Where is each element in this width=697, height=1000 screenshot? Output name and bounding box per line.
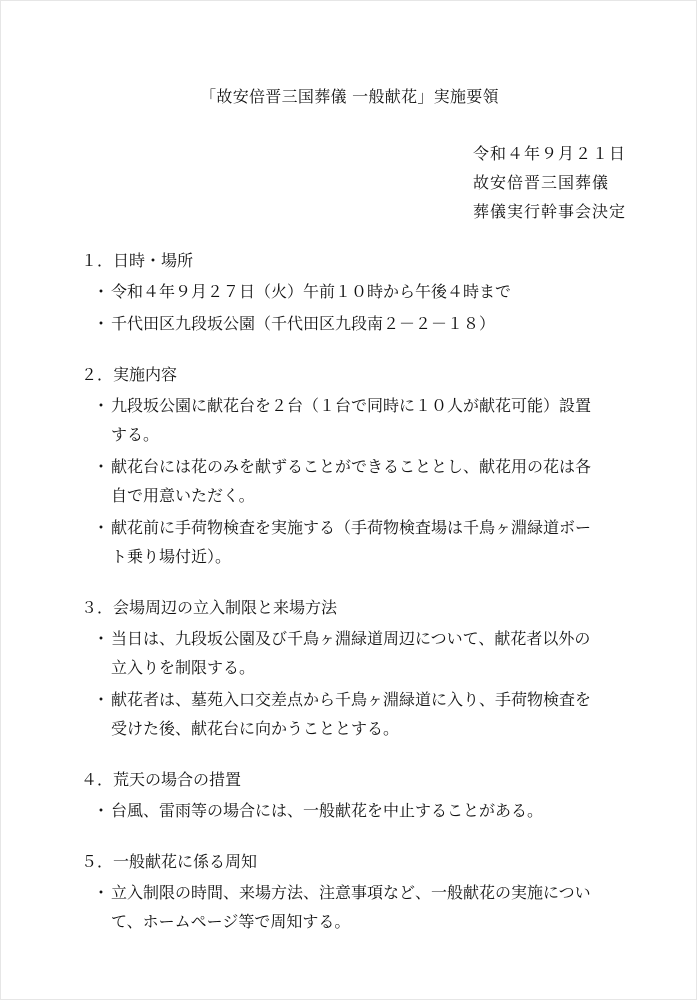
section-heading: ３．会場周辺の立入制限と来場方法: [81, 598, 338, 617]
bullet-text: [111, 452, 626, 510]
bullet-line: 立入制限の時間、来場方法、注意事項など、一般献花の実施につい: [111, 883, 591, 902]
section: [81, 362, 626, 571]
bullet-mark: ・: [92, 518, 109, 537]
bullet-item: [81, 452, 626, 510]
bullet-text: [111, 685, 626, 743]
bullet-mark: ・: [92, 629, 109, 648]
document-sections: [81, 248, 626, 960]
bullet-text: [111, 878, 626, 936]
bullet-line: 自で用意いただく。: [111, 486, 255, 505]
bullet-text: [111, 391, 626, 449]
section: [81, 767, 626, 825]
bullet-line: 献花者は、墓苑入口交差点から千鳥ヶ淵緑道に入り、手荷物検査を: [111, 690, 592, 709]
bullet-line: 台風、雷雨等の場合には、一般献花を中止することがある。: [111, 801, 544, 820]
bullet-mark: ・: [92, 690, 109, 709]
bullet-item: [81, 391, 626, 449]
bullet-text: [111, 309, 626, 338]
bullet-mark: ・: [92, 457, 109, 476]
bullet-mark: ・: [92, 314, 109, 333]
bullet-line: 九段坂公園に献花台を２台（１台で同時に１０人が献花可能）設置: [111, 396, 592, 415]
bullet-item: [81, 513, 626, 571]
document-title: 「故安倍晋三国葬儀 一般献花」実施要領: [200, 87, 499, 106]
bullet-text: [111, 624, 626, 682]
bullet-mark: ・: [92, 282, 109, 301]
section-heading: １．日時・場所: [81, 251, 194, 270]
section: [81, 248, 626, 338]
bullet-item: [81, 624, 626, 682]
document-meta: [473, 139, 626, 226]
bullet-mark: ・: [92, 801, 109, 820]
decision-authority: 葬儀実行幹事会決定: [473, 202, 627, 221]
bullet-item: [81, 685, 626, 743]
bullet-line: 令和４年９月２７日（火）午前１０時から午後４時まで: [111, 282, 512, 301]
bullet-line: 立入りを制限する。: [111, 658, 256, 677]
section: [81, 595, 626, 743]
bullet-text: [111, 277, 626, 306]
bullet-line: 当日は、九段坂公園及び千鳥ヶ淵緑道周辺について、献花者以外の: [111, 629, 591, 648]
section-heading: ４．荒天の場合の措置: [81, 770, 242, 789]
bullet-item: [81, 277, 626, 306]
bullet-line: 献花台には花のみを献ずることができることとし、献花用の花は各: [111, 457, 592, 476]
bullet-item: [81, 878, 626, 936]
issuing-body: 故安倍晋三国葬儀: [473, 173, 610, 192]
issue-date: 令和４年９月２１日: [473, 144, 627, 163]
bullet-line: 受けた後、献花台に向かうこととする。: [111, 719, 400, 738]
bullet-line: 献花前に手荷物検査を実施する（手荷物検査場は千鳥ヶ淵緑道ボー: [111, 518, 592, 537]
bullet-item: [81, 796, 626, 825]
section: [81, 849, 626, 936]
bullet-item: [81, 309, 626, 338]
bullet-line: ト乗り場付近）。: [111, 547, 232, 566]
bullet-line: て、ホームページ等で周知する。: [111, 912, 351, 931]
bullet-mark: ・: [92, 396, 109, 415]
bullet-line: 千代田区九段坂公園（千代田区九段南２－２－１８）: [111, 314, 496, 333]
bullet-text: [111, 796, 626, 825]
bullet-line: する。: [111, 425, 160, 444]
bullet-text: [111, 513, 626, 571]
section-heading: ２．実施内容: [81, 365, 178, 384]
bullet-mark: ・: [92, 883, 109, 902]
section-heading: ５．一般献花に係る周知: [81, 852, 258, 871]
